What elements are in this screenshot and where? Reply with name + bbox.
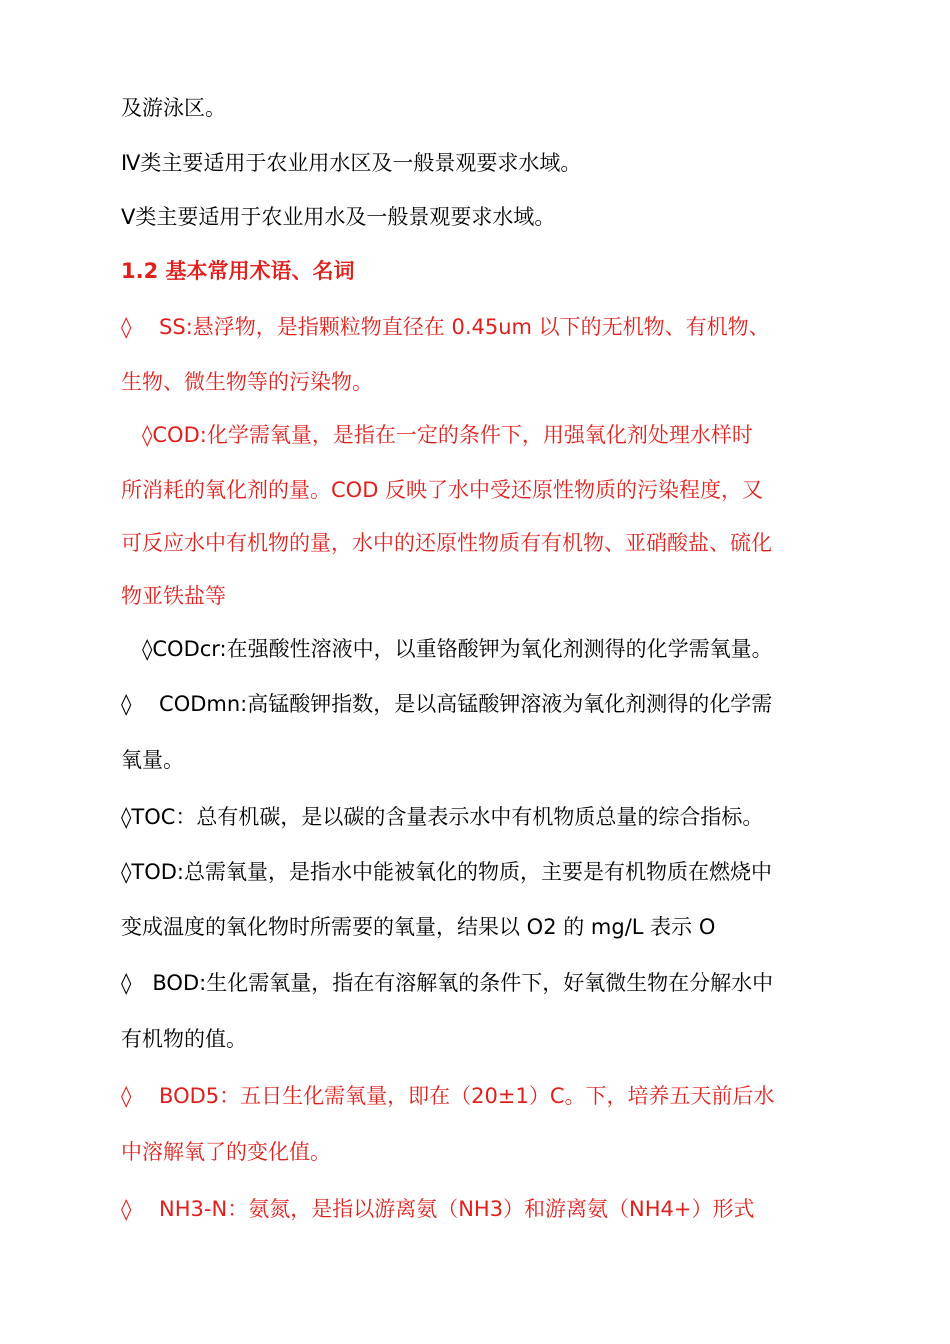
text-line: ◊TOD:总需氧量，是指水中能被氧化的物质，主要是有机物质在燃烧中 <box>121 860 772 884</box>
text-line: 可反应水中有机物的量，水中的还原性物质有有机物、亚硝酸盐、硫化 <box>121 531 772 555</box>
text-line: ◊TOC：总有机碳，是以碳的含量表示水中有机物质总量的综合指标。 <box>121 805 764 829</box>
text-line: 中溶解氧了的变化值。 <box>121 1140 331 1164</box>
text-line: 及游泳区。 <box>121 96 226 120</box>
text-line: ◊ CODmn:高锰酸钾指数，是以高锰酸钾溶液为氧化剂测得的化学需 <box>121 692 773 716</box>
text-line: 物亚铁盐等 <box>121 584 226 608</box>
text-line: ◊ NH3-N：氨氮，是指以游离氨（NH3）和游离氨（NH4+）形式 <box>121 1197 755 1221</box>
text-line: ◊ SS:悬浮物，是指颗粒物直径在 0.45um 以下的无机物、有机物、 <box>121 315 770 339</box>
text-line: Ⅴ类主要适用于农业用水及一般景观要求水域。 <box>121 205 556 229</box>
text-line: 有机物的值。 <box>121 1027 247 1051</box>
text-line: 氧量。 <box>121 748 184 772</box>
section-heading: 1.2 基本常用术语、名词 <box>121 259 355 283</box>
text-line: ◊ BOD:生化需氧量，指在有溶解氧的条件下，好氧微生物在分解水中 <box>121 971 774 995</box>
text-line: 生物、微生物等的污染物。 <box>121 370 373 394</box>
text-line: 变成温度的氧化物时所需要的氧量，结果以 O2 的 mg/L 表示 O <box>121 915 716 939</box>
text-line: 所消耗的氧化剂的量。COD 反映了水中受还原性物质的污染程度，又 <box>121 478 764 502</box>
text-line: Ⅳ类主要适用于农业用水区及一般景观要求水域。 <box>121 151 582 175</box>
text-line: ◊CODcr:在强酸性溶液中，以重铬酸钾为氧化剂测得的化学需氧量。 <box>121 637 773 661</box>
text-line: ◊COD:化学需氧量，是指在一定的条件下，用强氧化剂处理水样时 <box>121 423 753 447</box>
text-line: ◊ BOD5：五日生化需氧量，即在（20±1）C。下，培养五天前后水 <box>121 1084 775 1108</box>
